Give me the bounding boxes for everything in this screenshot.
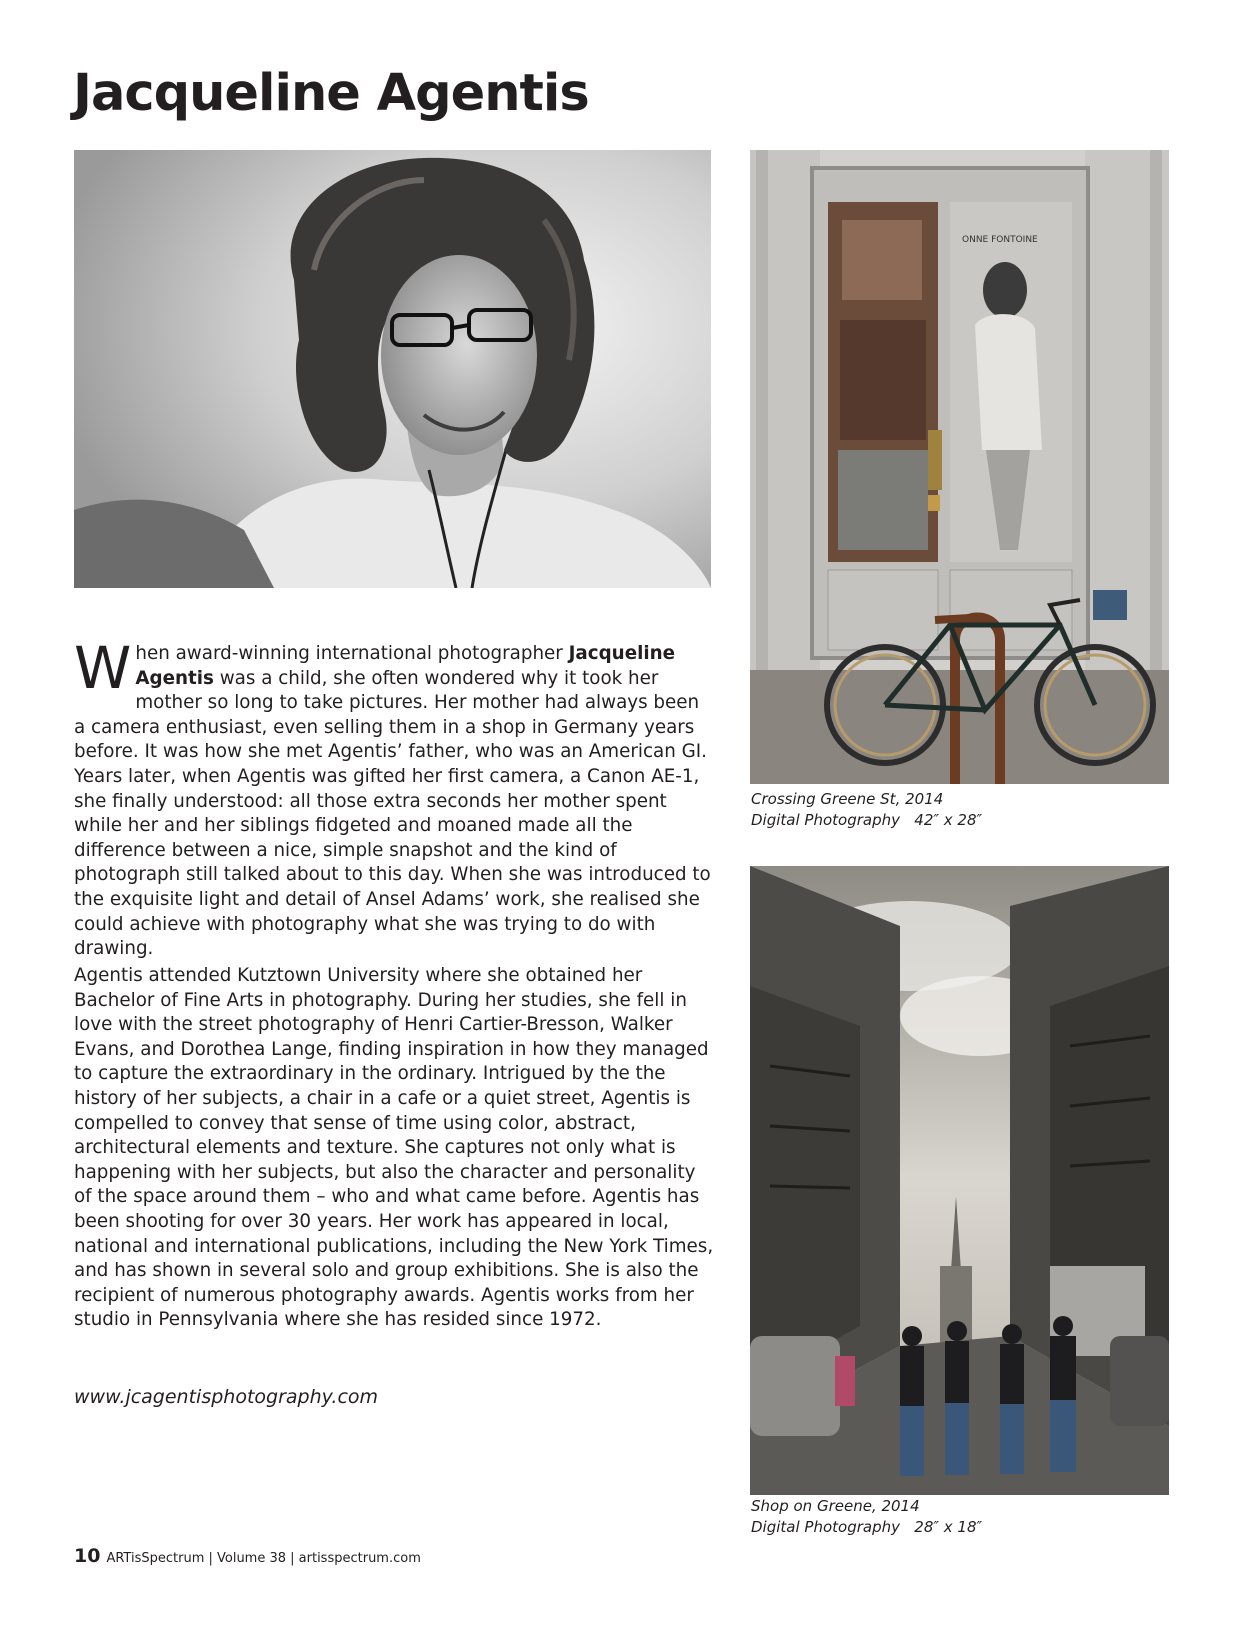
artist-portrait-photo	[74, 150, 711, 588]
article-paragraph-2: Agentis attended Kutztown University where she obtained her Bachelor of Fine Arts in photography. During her studies, she fell in love with the street photography of Henri Cartier-Bresson, Walker Evans, and Dorothea Lange, finding inspiration in how they managed to capture the extraordinary in the ordinary. Intrigued by the the history of her subjects, a chair in a cafe or a quiet street, Agentis is compelled to convey that sense of time using color, abstract, architectural elements and texture. She captures not only what is happening with her subjects, but also the character and personality of the space around them – who and what came before. Agentis has been shooting for over 30 years. Her work has appeared in local, national and international publications, including the New York Times, and has shown in several solo and group exhibitions. She is also the recipient of numerous photography awards. Agentis works from her studio in Pennsylvania where she has resided since 1972.	[74, 965, 714, 1331]
page-number: 10	[74, 1545, 101, 1567]
publication-info: ARTisSpectrum | Volume 38 | artisspectrum.com	[106, 1551, 421, 1566]
artwork-shop-on-greene	[750, 866, 1169, 1495]
page-title: Jacqueline Agentis	[73, 64, 589, 123]
artist-website-link[interactable]: www.jcagentisphotography.com	[74, 1386, 379, 1408]
drop-cap: W	[74, 634, 132, 702]
paragraph-1-rest: was a child, she often wondered why it took her mother so long to take pictures. Her mother had always been a camera enthusiast, even selling them in a shop in Germany years before. It was how she met Agentis’ father, who was an American GI. Years later, when Agentis was gifted her first camera, a Canon AE-1, she finally understood: all those extra seconds her mother spent while her and her siblings fidgeted and moaned made all the difference between a nice, simple snapshot and the kind of photograph still talked about to this day. When she was introduced to the exquisite light and detail of Ansel Adams’ work, she realised she could achieve with photography what she was trying to do with drawing.	[74, 667, 711, 960]
artwork-1-caption-title: Crossing Greene St, 2014	[751, 790, 944, 808]
artwork-1-caption-detail: Digital Photography 42″ x 28″	[751, 811, 983, 829]
artist-name-bold: Jacqueline Agentis	[135, 643, 676, 689]
artwork-2-caption-title: Shop on Greene, 2014	[751, 1497, 920, 1515]
page-footer	[74, 1545, 421, 1567]
poster-sign-text: ONNE FONTOINE	[962, 235, 1038, 245]
artwork-crossing-greene-st	[750, 150, 1169, 784]
paragraph-1-lead: hen award-winning international photographer	[135, 643, 569, 664]
artwork-2-caption-detail: Digital Photography 28″ x 18″	[751, 1518, 983, 1536]
article-paragraph-1	[74, 634, 714, 962]
